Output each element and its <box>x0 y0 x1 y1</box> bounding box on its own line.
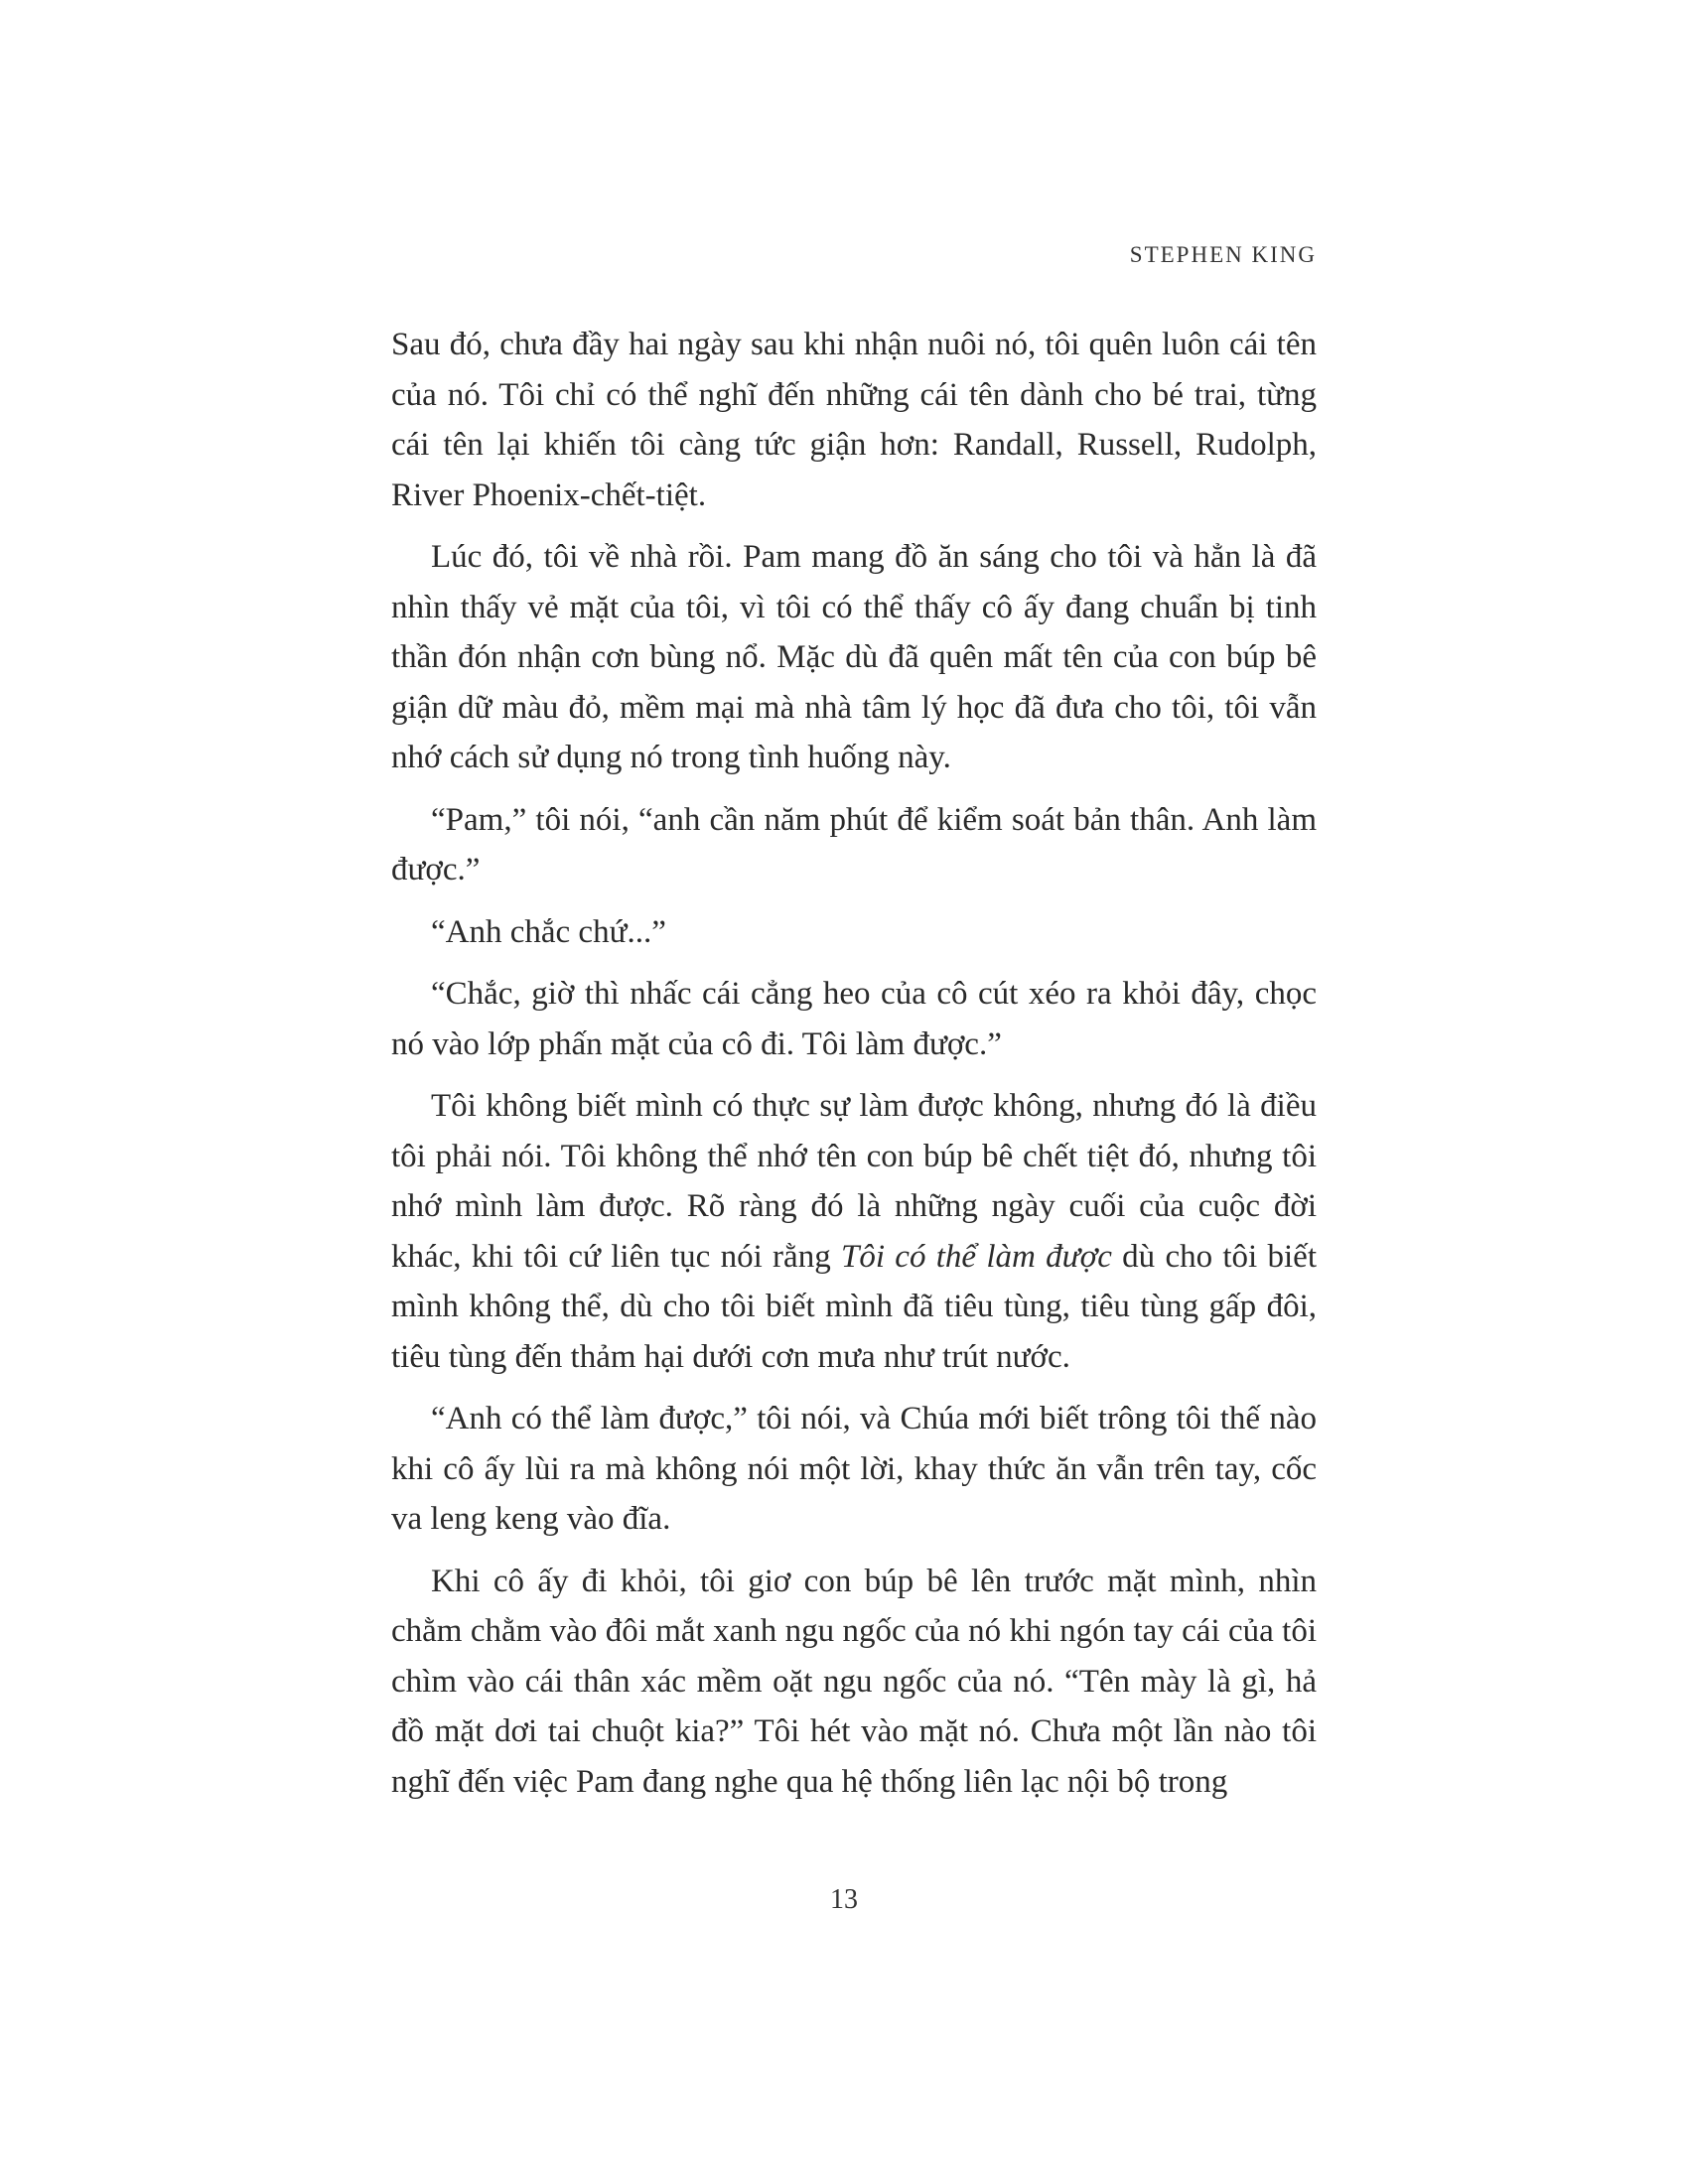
page-number: 13 <box>830 1884 858 1915</box>
text-segment: “Anh chắc chứ...” <box>431 913 666 950</box>
italic-text: Tôi có thể làm được <box>840 1238 1112 1275</box>
text-segment: “Chắc, giờ thì nhấc cái cẳng heo của cô cút xéo ra khỏi đây, chọc nó vào lớp phấn mặt của cô đi. Tôi làm được.” <box>391 976 1317 1062</box>
text-segment: Khi cô ấy đi khỏi, tôi giơ con búp bê lên trước mặt mình, nhìn chằm chằm vào đôi mắt xanh ngu ngốc của nó khi ngón tay cái của tôi chìm vào cái thân xác mềm oặt ngu ngốc của nó. “Tên mày là gì, hả đồ mặt dơi tai chuột kia?” Tôi hét vào mặt nó. Chưa một lần nào tôi nghĩ đến việc Pam đang nghe qua hệ thống liên lạc nội bộ trong <box>391 1563 1317 1800</box>
paragraph <box>391 795 1317 895</box>
paragraph <box>391 1557 1317 1808</box>
running-header: STEPHEN KING <box>1129 242 1317 267</box>
paragraph <box>391 1081 1317 1382</box>
text-segment: “Anh có thể làm được,” tôi nói, và Chúa mới biết trông tôi thế nào khi cô ấy lùi ra mà không nói một lời, khay thức ăn vẫn trên tay, cốc va leng keng vào đĩa. <box>391 1401 1317 1537</box>
body-text <box>391 320 1317 1819</box>
paragraph <box>391 969 1317 1069</box>
paragraph <box>391 1394 1317 1545</box>
text-segment: Tôi không biết mình có thực sự làm được không, nhưng đó là điều tôi phải nói. Tôi không thể nhớ tên con búp bê chết tiệt đó, nhưng tôi nhớ mình làm được. Rõ ràng đó là những ngày cuối của cuộc đời khác, khi tôi cứ liên tục nói rằng <box>391 1088 1317 1275</box>
paragraph <box>391 532 1317 783</box>
text-segment: dù cho tôi biết mình không thể, dù cho tôi biết mình đã tiêu tùng, tiêu tùng gấp đôi, tiêu tùng đến thảm hại dưới cơn mưa như trút nước. <box>391 1238 1317 1375</box>
text-segment: “Pam,” tôi nói, “anh cần năm phút để kiểm soát bản thân. Anh làm được.” <box>391 801 1317 887</box>
text-segment: Sau đó, chưa đầy hai ngày sau khi nhận nuôi nó, tôi quên luôn cái tên của nó. Tôi chỉ có thể nghĩ đến những cái tên dành cho bé trai, từng cái tên lại khiến tôi càng tức giận hơn: Randall, Russell, Rudolph, River Phoenix-chết-tiệt. <box>391 327 1317 513</box>
paragraph <box>391 320 1317 520</box>
paragraph <box>391 907 1317 958</box>
text-segment: Lúc đó, tôi về nhà rồi. Pam mang đồ ăn sáng cho tôi và hẳn là đã nhìn thấy vẻ mặt của tôi, vì tôi có thể thấy cô ấy đang chuẩn bị tinh thần đón nhận cơn bùng nổ. Mặc dù đã quên mất tên của con búp bê giận dữ màu đỏ, mềm mại mà nhà tâm lý học đã đưa cho tôi, tôi vẫn nhớ cách sử dụng nó trong tình huống này. <box>391 539 1317 775</box>
